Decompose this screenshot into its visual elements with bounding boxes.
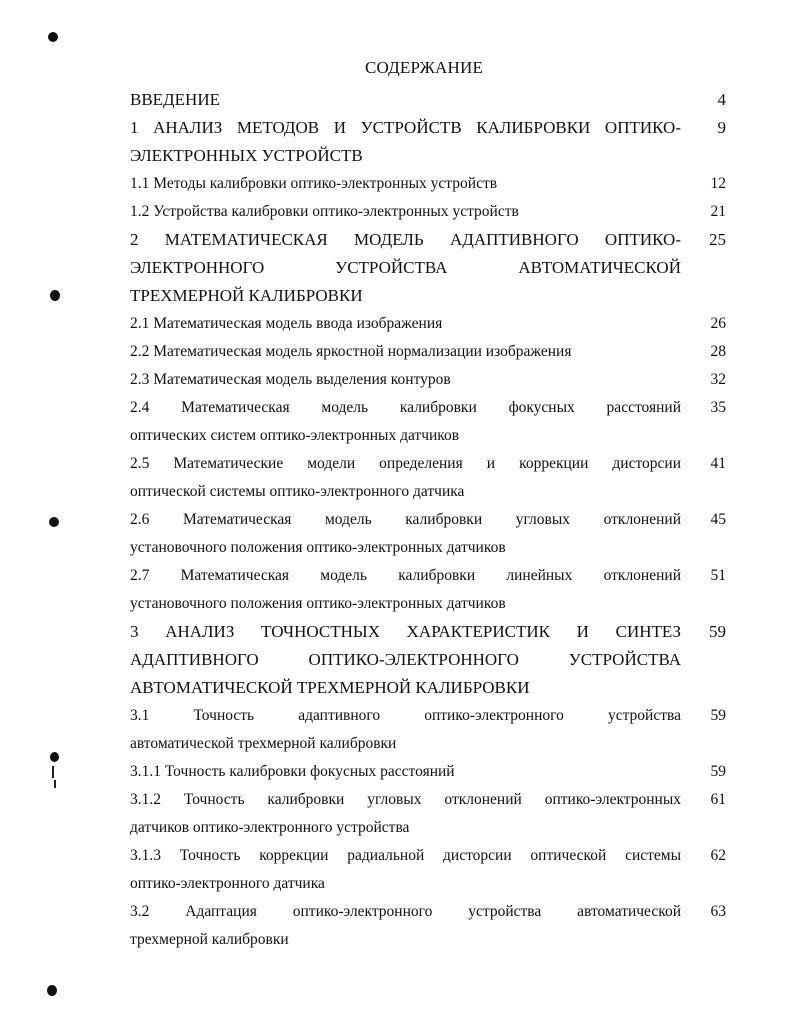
toc-entry xyxy=(130,226,726,310)
toc-entry xyxy=(130,562,726,618)
toc-entry-line: 3.1 Точность адаптивного оптико-электронного устройства xyxy=(130,707,681,724)
toc-entry-line: 2.2 Математическая модель яркостной нормализации изображения xyxy=(130,343,572,360)
toc-page-number: 9 xyxy=(717,118,726,137)
toc-entry-title xyxy=(130,366,681,394)
toc-entry xyxy=(130,338,726,366)
binder-hole-mark xyxy=(49,517,59,527)
toc-entry-title xyxy=(130,310,681,338)
toc-page-number: 59 xyxy=(710,707,726,724)
toc-entry xyxy=(130,618,726,702)
toc-entry-line: 2.5 Математические модели определения и коррекции дисторсии xyxy=(130,455,681,472)
toc-entry-line: оптико-электронного датчика xyxy=(130,875,325,892)
toc-entry-title xyxy=(130,702,681,758)
toc-entry-line: 2.7 Математическая модель калибровки линейных отклонений xyxy=(130,567,681,584)
toc-entry-title xyxy=(130,786,681,842)
toc-entry-title xyxy=(130,114,681,170)
toc-page-number: 21 xyxy=(710,203,726,220)
toc-entry-title xyxy=(130,198,681,226)
toc-page-number: 12 xyxy=(710,175,726,192)
toc-entry-title xyxy=(130,842,681,898)
toc-entry xyxy=(130,366,726,394)
toc-entry-title xyxy=(130,170,681,198)
toc-entry-line: установочного положения оптико-электронных датчиков xyxy=(130,595,506,612)
table-of-contents xyxy=(130,86,726,954)
toc-entry-line: установочного положения оптико-электронных датчиков xyxy=(130,539,506,556)
toc-entry-line: 1 АНАЛИЗ МЕТОДОВ И УСТРОЙСТВ КАЛИБРОВКИ ОПТИКО- xyxy=(130,118,681,137)
toc-page-number: 51 xyxy=(710,567,726,584)
toc-entry-line: 1.2 Устройства калибровки оптико-электронных устройств xyxy=(130,203,519,220)
toc-entry-line: ЭЛЕКТРОННОГО УСТРОЙСТВА АВТОМАТИЧЕСКОЙ xyxy=(130,258,681,277)
toc-entry-title xyxy=(130,562,681,618)
scan-speck xyxy=(54,780,56,788)
toc-entry-title xyxy=(130,338,681,366)
toc-entry xyxy=(130,86,726,114)
toc-entry xyxy=(130,758,726,786)
toc-entry-line: АДАПТИВНОГО ОПТИКО-ЭЛЕКТРОННОГО УСТРОЙСТВА xyxy=(130,650,681,669)
toc-entry-line: 2.3 Математическая модель выделения контуров xyxy=(130,371,451,388)
toc-title: СОДЕРЖАНИЕ xyxy=(364,58,484,77)
toc-page-number: 35 xyxy=(710,399,726,416)
scan-speck xyxy=(52,766,54,778)
binder-hole-mark xyxy=(47,985,57,996)
toc-entry-line: 2.6 Математическая модель калибровки угловых отклонений xyxy=(130,511,681,528)
toc-entry xyxy=(130,170,726,198)
toc-entry-line: 2.1 Математическая модель ввода изображения xyxy=(130,315,443,332)
toc-entry-title xyxy=(130,226,681,310)
toc-entry-line: 3.1.1 Точность калибровки фокусных расстояний xyxy=(130,763,455,780)
toc-entry xyxy=(130,114,726,170)
toc-page-number: 62 xyxy=(710,847,726,864)
toc-entry-line: трехмерной калибровки xyxy=(130,931,289,948)
binder-hole-mark xyxy=(50,752,59,762)
toc-page-number: 4 xyxy=(717,90,726,109)
toc-entry-line: датчиков оптико-электронного устройства xyxy=(130,819,410,836)
toc-page-number: 61 xyxy=(710,791,726,808)
toc-entry-title xyxy=(130,898,681,954)
binder-hole-mark xyxy=(50,290,60,301)
toc-entry-line: АВТОМАТИЧЕСКОЙ ТРЕХМЕРНОЙ КАЛИБРОВКИ xyxy=(130,678,530,697)
toc-entry-title xyxy=(130,450,681,506)
toc-page-number: 59 xyxy=(710,763,726,780)
toc-entry-line: 1.1 Методы калибровки оптико-электронных устройств xyxy=(130,175,498,192)
toc-page-number: 25 xyxy=(709,230,726,249)
toc-entry-line: ТРЕХМЕРНОЙ КАЛИБРОВКИ xyxy=(130,286,363,305)
toc-entry xyxy=(130,450,726,506)
toc-entry-line: 2.4 Математическая модель калибровки фокусных расстояний xyxy=(130,399,681,416)
toc-entry-line: 3.1.2 Точность калибровки угловых отклонений оптико-электронных xyxy=(130,791,681,808)
toc-entry-line: ЭЛЕКТРОННЫХ УСТРОЙСТВ xyxy=(130,146,363,165)
toc-entry-line: оптических систем оптико-электронных датчиков xyxy=(130,427,460,444)
toc-entry-line: автоматической трехмерной калибровки xyxy=(130,735,397,752)
toc-entry xyxy=(130,394,726,450)
toc-page-number: 41 xyxy=(710,455,726,472)
toc-page-number: 59 xyxy=(709,622,726,641)
toc-entry-title xyxy=(130,506,681,562)
toc-page-number: 45 xyxy=(710,511,726,528)
toc-entry-title xyxy=(130,394,681,450)
toc-entry-title xyxy=(130,86,681,114)
toc-entry xyxy=(130,786,726,842)
toc-page-number: 28 xyxy=(710,343,726,360)
toc-entry-title xyxy=(130,758,681,786)
toc-entry xyxy=(130,198,726,226)
toc-entry-line: 3 АНАЛИЗ ТОЧНОСТНЫХ ХАРАКТЕРИСТИК И СИНТЕЗ xyxy=(130,622,681,641)
toc-entry xyxy=(130,898,726,954)
toc-entry-line: 3.2 Адаптация оптико-электронного устройства автоматической xyxy=(130,903,681,920)
toc-entry-line: оптической системы оптико-электронного датчика xyxy=(130,483,465,500)
toc-page-number: 32 xyxy=(710,371,726,388)
toc-page-number: 63 xyxy=(710,903,726,920)
toc-page-number: 26 xyxy=(710,315,726,332)
toc-entry-line: 2 МАТЕМАТИЧЕСКАЯ МОДЕЛЬ АДАПТИВНОГО ОПТИКО- xyxy=(130,230,681,249)
toc-entry xyxy=(130,506,726,562)
toc-entry-line: ВВЕДЕНИЕ xyxy=(130,90,220,109)
toc-entry-line: 3.1.3 Точность коррекции радиальной дисторсии оптической системы xyxy=(130,847,681,864)
toc-entry xyxy=(130,310,726,338)
toc-entry xyxy=(130,842,726,898)
toc-entry-title xyxy=(130,618,681,702)
binder-hole-mark xyxy=(48,32,58,42)
toc-entry xyxy=(130,702,726,758)
